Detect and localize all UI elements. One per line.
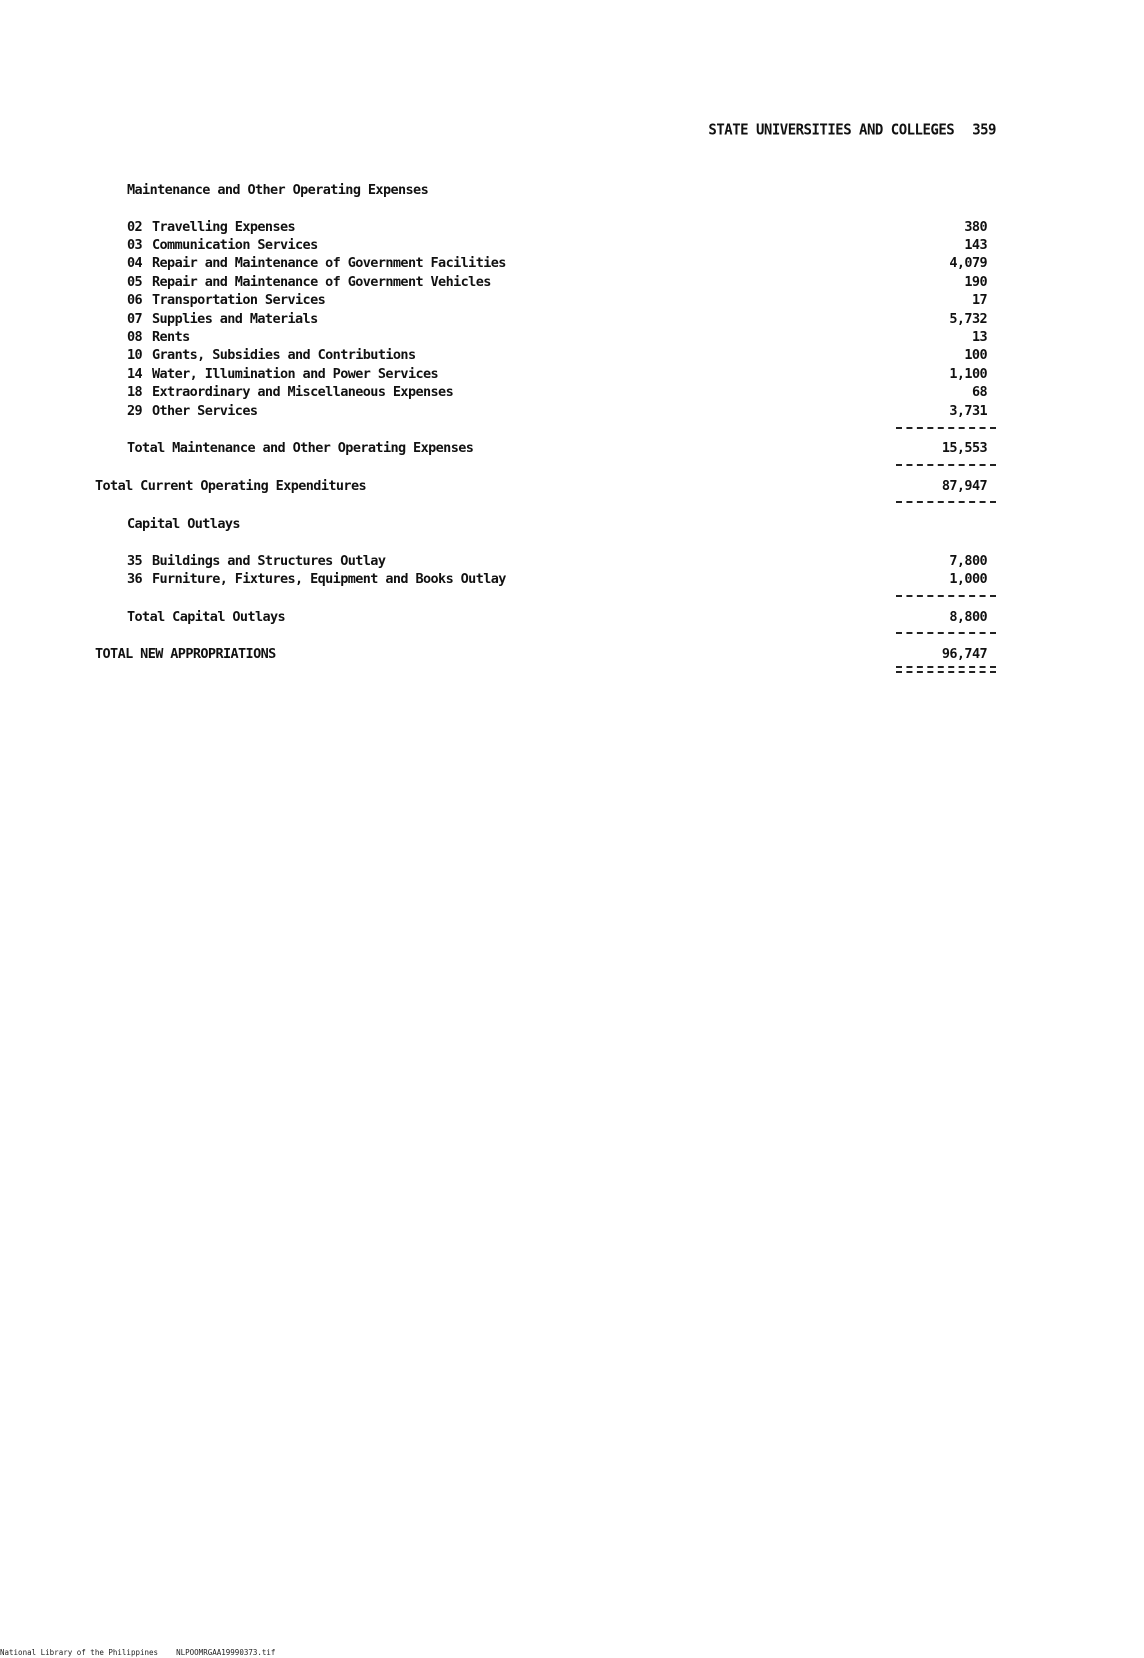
mooe-total-label: Total Maintenance and Other Operating Expenses: [127, 440, 474, 456]
footer-file: NLPOOMRGAA19990373.tif: [176, 1648, 276, 1657]
table-row: [0, 329, 1144, 347]
subtotal-rule: [896, 632, 996, 634]
item-amount: 7,800: [949, 553, 987, 569]
item-code: 18: [127, 384, 143, 400]
capital-heading-row: [0, 516, 1144, 534]
subtotal-rule: [896, 595, 996, 597]
table-row: [0, 274, 1144, 292]
item-label: Furniture, Fixtures, Equipment and Books Outlay: [152, 571, 506, 587]
grand-total-label: TOTAL NEW APPROPRIATIONS: [95, 646, 276, 662]
current-total-row: [0, 478, 1144, 496]
item-code: 14: [127, 366, 143, 382]
table-row: [0, 219, 1144, 237]
item-code: 02: [127, 219, 143, 235]
item-amount: 13: [971, 329, 987, 345]
capital-total-amount: 8,800: [949, 609, 987, 625]
subtotal-rule: [896, 464, 996, 466]
item-code: 29: [127, 403, 143, 419]
table-row: [0, 384, 1144, 402]
header-title: STATE UNIVERSITIES AND COLLEGES: [708, 121, 955, 139]
mooe-total-row: [0, 440, 1144, 458]
table-row: [0, 403, 1144, 421]
table-row: [0, 366, 1144, 384]
subtotal-rule: [896, 427, 996, 429]
table-row: [0, 255, 1144, 273]
table-row: [0, 347, 1144, 365]
item-label: Communication Services: [152, 237, 318, 253]
item-code: 05: [127, 274, 143, 290]
capital-total-row: [0, 609, 1144, 627]
item-label: Buildings and Structures Outlay: [152, 553, 386, 569]
table-row: [0, 311, 1144, 329]
running-header: [708, 121, 996, 139]
table-row: [0, 553, 1144, 571]
footer-source: National Library of the Philippines: [0, 1648, 159, 1657]
item-code: 08: [127, 329, 143, 345]
item-amount: 100: [964, 347, 987, 363]
item-amount: 190: [964, 274, 987, 290]
item-amount: 3,731: [949, 403, 987, 419]
item-code: 06: [127, 292, 143, 308]
item-label: Extraordinary and Miscellaneous Expenses: [152, 384, 454, 400]
item-amount: 143: [964, 237, 987, 253]
item-label: Grants, Subsidies and Contributions: [152, 347, 416, 363]
item-label: Supplies and Materials: [152, 311, 318, 327]
item-amount: 1,000: [949, 571, 987, 587]
grand-total-amount: 96,747: [941, 646, 987, 662]
item-code: 35: [127, 553, 143, 569]
table-row: [0, 292, 1144, 310]
grand-total-row: [0, 646, 1144, 664]
scan-footer: [0, 1648, 275, 1657]
table-row: [0, 571, 1144, 589]
mooe-heading: Maintenance and Other Operating Expenses: [127, 182, 429, 198]
item-label: Transportation Services: [152, 292, 326, 308]
item-label: Rents: [152, 329, 190, 345]
item-code: 36: [127, 571, 143, 587]
item-code: 07: [127, 311, 143, 327]
capital-total-label: Total Capital Outlays: [127, 609, 286, 625]
grand-total-double-rule: [896, 666, 996, 673]
item-label: Repair and Maintenance of Government Facilities: [152, 255, 506, 271]
item-label: Travelling Expenses: [152, 219, 296, 235]
capital-heading: Capital Outlays: [127, 516, 240, 532]
item-code: 10: [127, 347, 143, 363]
item-label: Repair and Maintenance of Government Vehicles: [152, 274, 491, 290]
item-amount: 1,100: [949, 366, 987, 382]
item-code: 03: [127, 237, 143, 253]
page-number: 359: [972, 121, 996, 139]
item-label: Water, Illumination and Power Services: [152, 366, 439, 382]
item-amount: 380: [964, 219, 987, 235]
subtotal-rule: [896, 501, 996, 503]
item-code: 04: [127, 255, 143, 271]
mooe-total-amount: 15,553: [941, 440, 987, 456]
item-label: Other Services: [152, 403, 258, 419]
item-amount: 68: [971, 384, 987, 400]
item-amount: 4,079: [949, 255, 987, 271]
item-amount: 5,732: [949, 311, 987, 327]
current-total-amount: 87,947: [941, 478, 987, 494]
item-amount: 17: [971, 292, 987, 308]
current-total-label: Total Current Operating Expenditures: [95, 478, 366, 494]
table-row: [0, 237, 1144, 255]
mooe-heading-row: [0, 182, 1144, 200]
